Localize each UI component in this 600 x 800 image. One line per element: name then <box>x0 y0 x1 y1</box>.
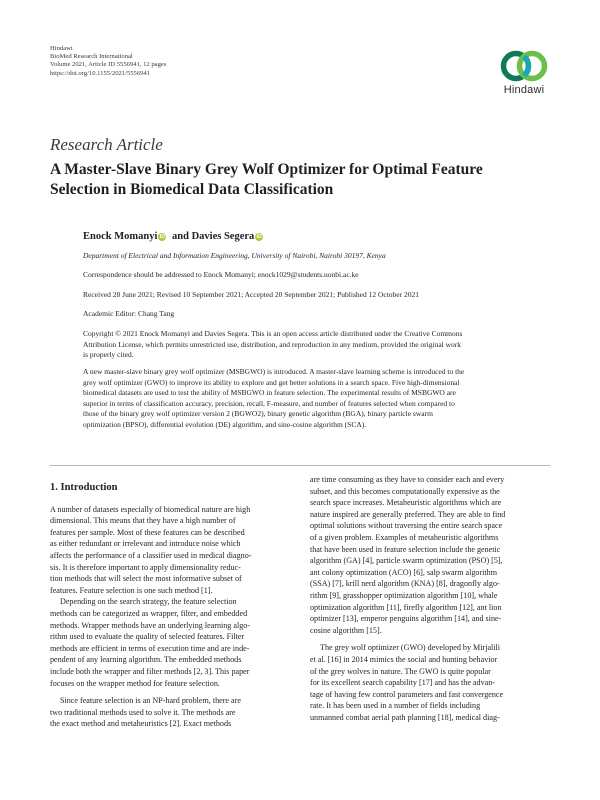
text-line: methods can be categorized as wrapper, filter, and embedded <box>50 608 248 618</box>
text-line: Depending on the search strategy, the feature selection <box>60 597 237 607</box>
text-line: A number of datasets especially of biomedical nature are high <box>50 504 251 514</box>
abstract-line: biomedical datasets are used to test the ability of MSBGWO in feature selection. The experimental results of MSBGWO are <box>83 388 456 398</box>
journal-name: BioMed Research International <box>50 53 133 61</box>
abstract-line: A new master-slave binary grey wolf optimizer (MSBGWO) is introduced. A master-slave learning scheme is introduced to the <box>83 367 465 376</box>
left-column <box>50 474 290 730</box>
section-heading: 1. Introduction <box>50 482 118 493</box>
text-line: cosine algorithm [15]. <box>310 625 382 635</box>
text-line: features. Feature selection is one such method [1]. <box>50 585 213 595</box>
affiliation <box>83 251 551 262</box>
text-line: Since feature selection is an NP-hard problem, there are <box>60 696 241 706</box>
text-line: include both the wrapper and filter methods [2, 3]. This paper <box>50 666 250 676</box>
article-type: Research Article <box>50 135 163 154</box>
text-line: algorithm (GA) [4], particle swarm optimization (PSO) [5], <box>310 556 503 566</box>
text-line: as either redundant or irrelevant and introduce noise which <box>50 539 241 549</box>
orcid-icon[interactable]: iD <box>256 234 263 240</box>
text-line: subset, and this becomes computationally expensive as the <box>310 486 500 496</box>
text-line: affects the performance of a classifier used in medical diagno- <box>50 550 252 560</box>
text-line: for its excellent search capability [17] and has the advan- <box>310 678 495 688</box>
paragraph <box>50 504 290 597</box>
text-line: dimensional. This means that they have a high number of <box>50 516 236 526</box>
copyright-line: Copyright © 2021 Enock Momanyi and Davies Segera. This is an open access article distributed under the Creative Commons <box>83 329 463 338</box>
paper-title <box>50 160 550 200</box>
author-connector: and <box>172 231 189 242</box>
text-line: two traditional methods used to solve it. The methods are <box>50 707 236 717</box>
orcid-icon[interactable]: iD <box>159 234 166 240</box>
author-name: Davies Segera <box>191 231 255 242</box>
title-line: Selection in Biomedical Data Classification <box>50 181 334 198</box>
text-line: the exact method and metaheuristics [2]. Exact methods <box>50 719 232 729</box>
copyright-line: Attribution License, which permits unrestricted use, distribution, and reproduction in any medium, provided the original work <box>83 339 462 349</box>
text-line: rithm used to evaluate the quality of selected features. Filter <box>50 632 245 642</box>
text-line: rate. It has been used in a number of fields including <box>310 701 481 711</box>
author-name: Enock Momanyi <box>83 231 158 242</box>
paragraph <box>50 695 290 730</box>
paragraph <box>50 596 290 689</box>
text-line: rithm [9], grasshopper optimization algorithm [10], whale <box>310 590 498 600</box>
text-line: optimization algorithm [11], firefly algorithm [12], ant lion <box>310 602 502 612</box>
journal-metadata <box>50 45 166 78</box>
right-column <box>310 474 550 723</box>
text-line: search space increases. Metaheuristic algorithms which are <box>310 498 502 508</box>
doi-link[interactable]: https://doi.org/10.1155/2021/5556941 <box>50 69 151 77</box>
text-line: ant colony optimization (ACO) [6], salp swarm algorithm <box>310 567 498 577</box>
abstract-line: optimization (BPSO), differential evolution (DE) algorithm, and sine-cosine algorithm (SCA). <box>83 419 367 429</box>
author-list <box>83 231 266 242</box>
publication-dates <box>83 290 551 301</box>
logo-text: Hindawi <box>503 84 545 96</box>
text-line: et al. [16] in 2014 mimics the social and hunting behavior <box>310 654 498 664</box>
copyright-notice <box>83 329 551 361</box>
hindawi-logo-icon <box>499 49 549 83</box>
text-line: sis. It is therefore important to apply dimensionality reduc- <box>50 562 241 572</box>
affiliation-text: Department of Electrical and Information Engineering, University of Nairobi, Nairobi 30197, Kenya <box>83 251 386 260</box>
abstract-line: those of the binary grey wolf optimizer version 2 (BGWO2), binary genetic algorithm (BGA), binary particle swarm <box>83 409 433 419</box>
text-line: optimal solutions without traversing the entire search space <box>310 521 503 531</box>
text-line: features per sample. Most of these features can be described <box>50 527 245 537</box>
text-line: methods. Wrapper methods have an underlying learning algo- <box>50 620 251 630</box>
academic-editor <box>83 309 551 320</box>
volume-info: Volume 2021, Article ID 5556941, 12 pages <box>50 61 167 69</box>
text-line: tion methods that will select the most informative subset of <box>50 574 242 584</box>
text-line: of a given problem. Examples of metaheuristic algorithms <box>310 532 499 542</box>
text-line: are time consuming as they have to consider each and every <box>310 475 505 484</box>
dates-text: Received 28 June 2021; Revised 10 September 2021; Accepted 20 September 2021; Published 12 October 2021 <box>83 290 419 299</box>
paragraph <box>310 474 550 636</box>
title-line: A Master-Slave Binary Grey Wolf Optimizer for Optimal Feature <box>50 161 483 178</box>
text-line: The grey wolf optimizer (GWO) developed by Mirjalili <box>320 643 501 653</box>
correspondence-text: Correspondence should be addressed to Enock Momanyi; enock1029@students.uonbi.ac.ke <box>83 270 359 279</box>
paragraph <box>310 642 550 723</box>
text-line: tage of having few control parameters and fast convergence <box>310 689 504 699</box>
publisher-name: Hindawi <box>50 45 73 52</box>
text-line: focuses on the wrapper method for feature selection. <box>50 678 220 688</box>
abstract-line: grey wolf optimizer (GWO) to improve its ability to explore and get better solutions in a search space. Five high-dimensional <box>83 377 460 387</box>
hindawi-logo <box>496 49 552 96</box>
text-line: of the grey wolves in nature. The GWO is quite popular <box>310 666 491 676</box>
text-line: unmanned combat aerial path planning [18], medical diag- <box>310 712 500 722</box>
abstract-line: superior in terms of classification accuracy, precision, recall, F-measure, and number of features selected when compared to <box>83 398 455 408</box>
text-line: methods are efficient in terms of execution time and are inde- <box>50 643 250 653</box>
text-line: (SSA) [7], krill nerd algorithm (KNA) [8], dragonfly algo- <box>310 579 500 589</box>
editor-text: Academic Editor: Chang Tang <box>83 309 175 318</box>
abstract <box>83 367 551 431</box>
text-line: nature inspired are generally preferred. They are able to find <box>310 509 506 519</box>
correspondence <box>83 270 551 281</box>
text-line: pendent of any learning algorithm. The embedded methods <box>50 655 242 665</box>
copyright-line: is properly cited. <box>83 350 134 360</box>
text-line: that have been used in feature selection include the genetic <box>310 544 501 554</box>
text-line: optimizer [13], emperor penguins algorithm [14], and sine- <box>310 614 502 624</box>
section-divider <box>50 465 550 466</box>
